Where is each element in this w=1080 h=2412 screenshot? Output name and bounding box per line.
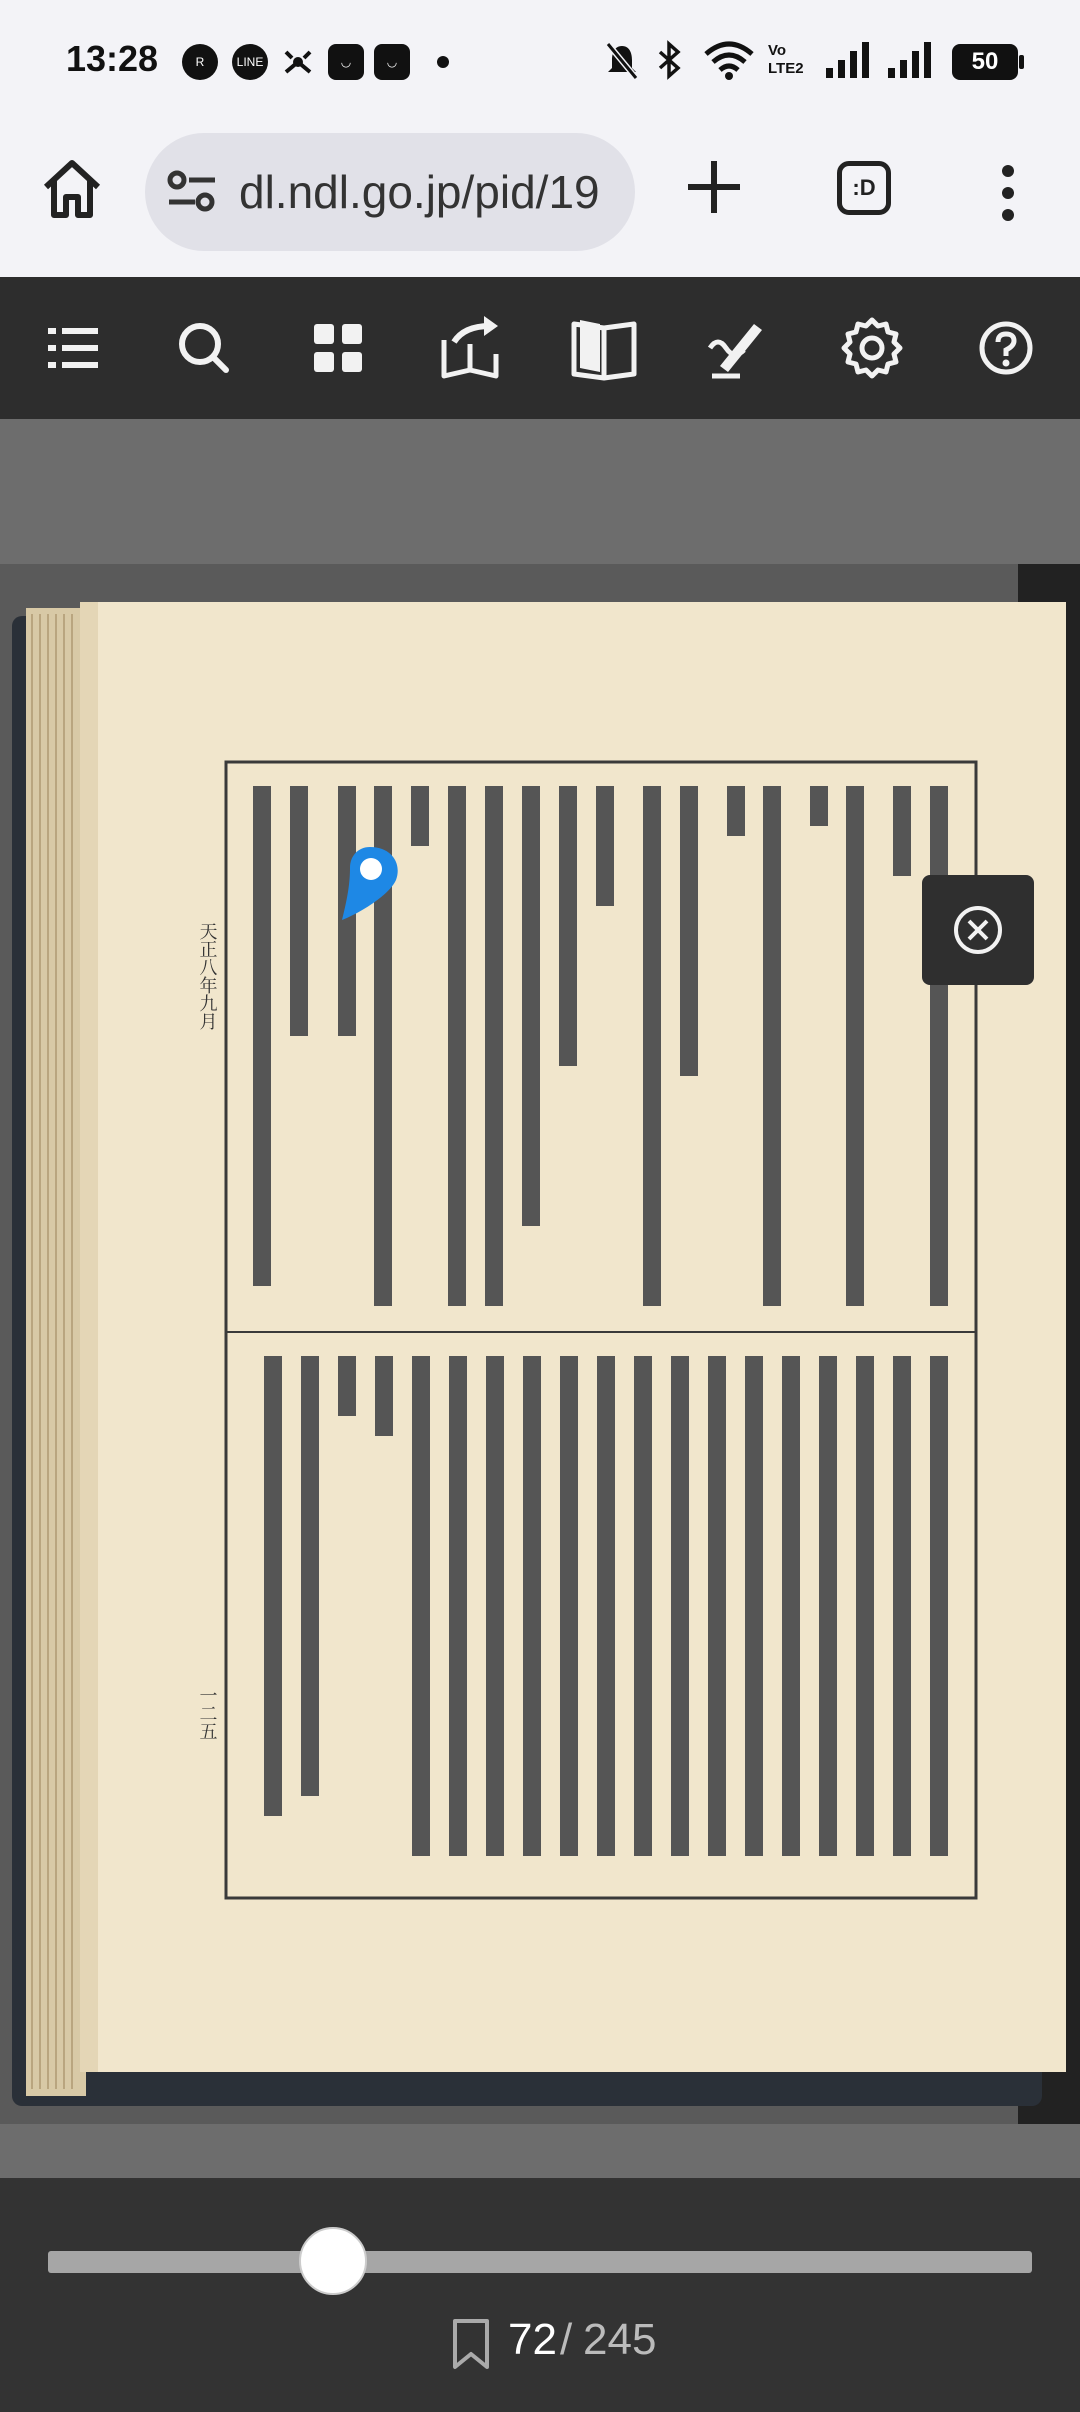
more-menu-button[interactable] [990, 163, 1026, 223]
volte-label: Vo LTE2 [768, 42, 804, 77]
page-navigation-bar [0, 2178, 1080, 2412]
viewer-toolbar [0, 277, 1080, 419]
app-icon: ◡ [328, 44, 364, 80]
page-slider-track[interactable] [48, 2251, 1032, 2273]
address-bar[interactable] [145, 133, 635, 251]
tethering-icon [278, 40, 318, 80]
help-icon[interactable] [968, 310, 1044, 386]
bookmark-icon[interactable] [450, 2317, 492, 2371]
rlink-icon: R [182, 44, 218, 80]
browser-toolbar [0, 125, 1080, 277]
book-icon[interactable] [566, 310, 642, 386]
signal-icon [888, 40, 934, 80]
wifi-icon [704, 40, 754, 80]
home-button[interactable] [38, 155, 106, 223]
page-header-text: 天正八年九月 [196, 922, 218, 1030]
status-time: 13:28 [66, 38, 159, 79]
page-slider-thumb[interactable] [299, 2227, 367, 2295]
signal-icon [826, 40, 872, 80]
status-bar [0, 0, 1080, 125]
total-pages: 245 [583, 2315, 657, 2364]
battery-indicator: 50 [952, 44, 1018, 80]
page-separator: / [560, 2315, 573, 2364]
current-page: 72 [508, 2315, 557, 2364]
grid-icon[interactable] [300, 310, 376, 386]
search-icon[interactable] [166, 310, 242, 386]
bluetooth-icon [654, 40, 684, 80]
list-icon[interactable] [34, 310, 110, 386]
new-tab-button[interactable] [684, 157, 744, 217]
close-icon [952, 904, 1004, 956]
notification-dot [437, 56, 449, 68]
mute-icon [604, 40, 640, 80]
site-settings-icon[interactable] [167, 170, 217, 214]
settings-icon[interactable] [834, 310, 910, 386]
url-text: dl.ndl.go.jp/pid/19 [239, 166, 600, 218]
page-scan-image[interactable] [0, 564, 1080, 2124]
close-overlay-button[interactable] [922, 875, 1034, 985]
share-icon[interactable] [434, 310, 510, 386]
tab-switcher-button[interactable]: :D [837, 161, 891, 215]
line-icon: LINE [232, 44, 268, 80]
sign-icon[interactable] [700, 310, 776, 386]
page-number-text: 一二五 [196, 1686, 218, 1740]
viewer-area[interactable] [0, 419, 1080, 2179]
app-icon: ◡ [374, 44, 410, 80]
